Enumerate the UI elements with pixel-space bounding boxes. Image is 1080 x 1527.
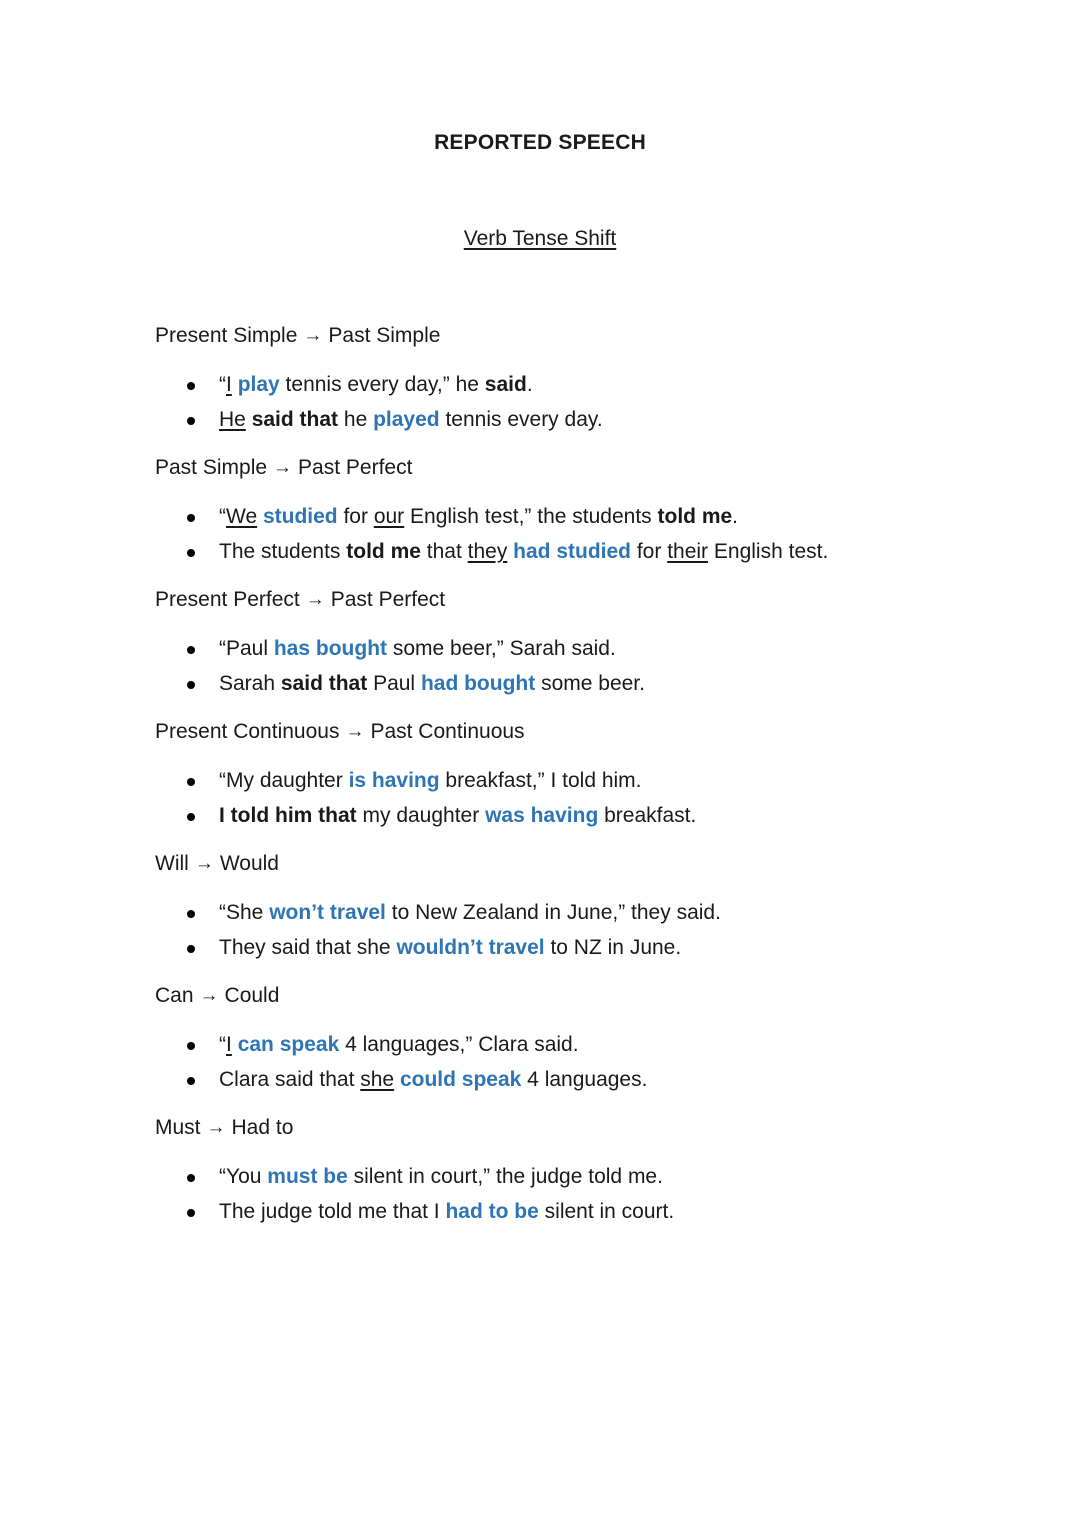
underlined-pronoun: she <box>360 1068 395 1091</box>
example-text: 4 languages,” Clara said. <box>339 1033 579 1056</box>
example-text: “Paul <box>219 637 274 660</box>
example-text: “ <box>219 373 226 396</box>
example-text: for <box>337 505 374 528</box>
example-text: “She <box>219 901 270 924</box>
reported-speech-example <box>155 539 1035 565</box>
bullet-icon <box>187 1174 195 1182</box>
example-text: English test. <box>708 540 829 563</box>
highlighted-verb: can speak <box>237 1033 340 1056</box>
example-text: “My daughter <box>219 769 349 792</box>
underlined-pronoun: We <box>226 505 258 528</box>
tense-from: Present Simple <box>155 324 298 347</box>
bold-phrase: I told him that <box>219 804 357 827</box>
section-heading <box>155 323 1035 349</box>
bold-phrase: said that <box>280 672 368 695</box>
example-list <box>155 1032 1035 1093</box>
example-text: silent in court. <box>538 1200 675 1223</box>
tense-from: Can <box>155 984 194 1007</box>
arrow-right-icon: → <box>206 1117 226 1138</box>
direct-speech-example <box>155 1164 1035 1190</box>
section-heading <box>155 983 1035 1009</box>
example-text: Paul <box>367 672 421 695</box>
bullet-icon <box>187 514 195 522</box>
underlined-pronoun: our <box>373 505 405 528</box>
example-text: “ <box>219 505 226 528</box>
example-text: for <box>631 540 668 563</box>
bullet-icon <box>187 417 195 425</box>
example-text: he <box>338 408 374 431</box>
direct-speech-example <box>155 1032 1035 1058</box>
underlined-pronoun: He <box>219 408 246 431</box>
highlighted-verb: won’t travel <box>269 901 386 924</box>
tense-section <box>155 323 1035 455</box>
example-text: 4 languages. <box>521 1068 648 1091</box>
tense-section <box>155 719 1035 851</box>
example-text: to New Zealand in June,” they said. <box>385 901 721 924</box>
reported-speech-example <box>155 935 1035 961</box>
bold-phrase: told me <box>346 540 421 563</box>
example-text: They said that she <box>219 936 397 959</box>
example-list <box>155 1164 1035 1225</box>
arrow-right-icon: → <box>199 985 219 1006</box>
example-text: . <box>732 505 739 528</box>
example-text: Sarah <box>219 672 281 695</box>
example-text: my daughter <box>356 804 486 827</box>
bullet-icon <box>187 1209 195 1217</box>
bold-phrase: said <box>484 373 527 396</box>
page-title: REPORTED SPEECH <box>434 131 646 154</box>
example-text: . <box>526 373 533 396</box>
bold-phrase: said that <box>251 408 339 431</box>
section-heading <box>155 455 1035 481</box>
example-text: English test,” the students <box>404 505 658 528</box>
bullet-icon <box>187 646 195 654</box>
section-heading <box>155 851 1035 877</box>
example-list <box>155 504 1035 565</box>
arrow-right-icon: → <box>273 457 293 478</box>
tense-from: Past Simple <box>155 456 268 479</box>
highlighted-verb: studied <box>262 505 338 528</box>
bold-phrase: told me <box>657 505 733 528</box>
section-heading <box>155 587 1035 613</box>
direct-speech-example <box>155 636 1035 662</box>
tense-to: Past Perfect <box>330 588 446 611</box>
tense-section <box>155 1115 1035 1247</box>
example-list <box>155 900 1035 961</box>
page-subtitle <box>0 227 1080 251</box>
arrow-right-icon: → <box>194 853 214 874</box>
section-heading <box>155 1115 1035 1141</box>
direct-speech-example <box>155 372 1035 398</box>
tense-to: Past Perfect <box>298 456 413 479</box>
example-text: tennis every day. <box>439 408 603 431</box>
tense-shift-list <box>155 323 1035 1247</box>
tense-to: Had to <box>231 1116 294 1139</box>
tense-section <box>155 851 1035 983</box>
underlined-pronoun: I <box>226 1033 232 1056</box>
bullet-icon <box>187 382 195 390</box>
example-text: breakfast,” I told him. <box>439 769 642 792</box>
highlighted-verb: had studied <box>513 540 632 563</box>
example-text: to NZ in June. <box>544 936 682 959</box>
example-text: silent in court,” the judge told me. <box>347 1165 663 1188</box>
bullet-icon <box>187 1077 195 1085</box>
bullet-icon <box>187 681 195 689</box>
reported-speech-example <box>155 407 1035 433</box>
tense-from: Must <box>155 1116 201 1139</box>
direct-speech-example <box>155 768 1035 794</box>
example-text: The students <box>219 540 347 563</box>
tense-to: Could <box>224 984 280 1007</box>
section-heading <box>155 719 1035 745</box>
reported-speech-example <box>155 803 1035 829</box>
example-list <box>155 372 1035 433</box>
tense-to: Past Simple <box>328 324 441 347</box>
bullet-icon <box>187 1042 195 1050</box>
tense-to: Would <box>219 852 279 875</box>
reported-speech-example <box>155 1067 1035 1093</box>
example-text: some beer. <box>535 672 645 695</box>
tense-from: Will <box>155 852 189 875</box>
example-text: Clara said that <box>219 1068 361 1091</box>
highlighted-verb: was having <box>485 804 599 827</box>
tense-to: Past Continuous <box>370 720 525 743</box>
bullet-icon <box>187 549 195 557</box>
example-text: breakfast. <box>598 804 697 827</box>
highlighted-verb: play <box>237 373 280 396</box>
highlighted-verb: could speak <box>399 1068 522 1091</box>
example-text: some beer,” Sarah said. <box>387 637 616 660</box>
highlighted-verb: is having <box>348 769 440 792</box>
example-text: “ <box>219 1033 226 1056</box>
example-text: tennis every day,” he <box>279 373 485 396</box>
direct-speech-example <box>155 504 1035 530</box>
highlighted-verb: played <box>373 408 440 431</box>
highlighted-verb: must be <box>267 1165 348 1188</box>
arrow-right-icon: → <box>303 325 323 346</box>
bullet-icon <box>187 813 195 821</box>
arrow-right-icon: → <box>305 589 325 610</box>
arrow-right-icon: → <box>345 721 365 742</box>
highlighted-verb: had bought <box>420 672 536 695</box>
underlined-pronoun: their <box>667 540 709 563</box>
highlighted-verb: wouldn’t travel <box>396 936 545 959</box>
bullet-icon <box>187 778 195 786</box>
bullet-icon <box>187 945 195 953</box>
reported-speech-example <box>155 671 1035 697</box>
tense-section <box>155 455 1035 587</box>
reported-speech-example <box>155 1199 1035 1225</box>
tense-from: Present Continuous <box>155 720 340 743</box>
direct-speech-example <box>155 900 1035 926</box>
tense-section <box>155 587 1035 719</box>
bullet-icon <box>187 910 195 918</box>
tense-section <box>155 983 1035 1115</box>
subtitle-text: Verb Tense Shift <box>463 227 617 250</box>
example-text: that <box>420 540 468 563</box>
underlined-pronoun: they <box>467 540 508 563</box>
underlined-pronoun: I <box>226 373 232 396</box>
tense-from: Present Perfect <box>155 588 300 611</box>
example-text: The judge told me that I <box>219 1200 446 1223</box>
example-list <box>155 768 1035 829</box>
highlighted-verb: had to be <box>445 1200 539 1223</box>
highlighted-verb: has bought <box>273 637 388 660</box>
example-text: “You <box>219 1165 268 1188</box>
example-list <box>155 636 1035 697</box>
